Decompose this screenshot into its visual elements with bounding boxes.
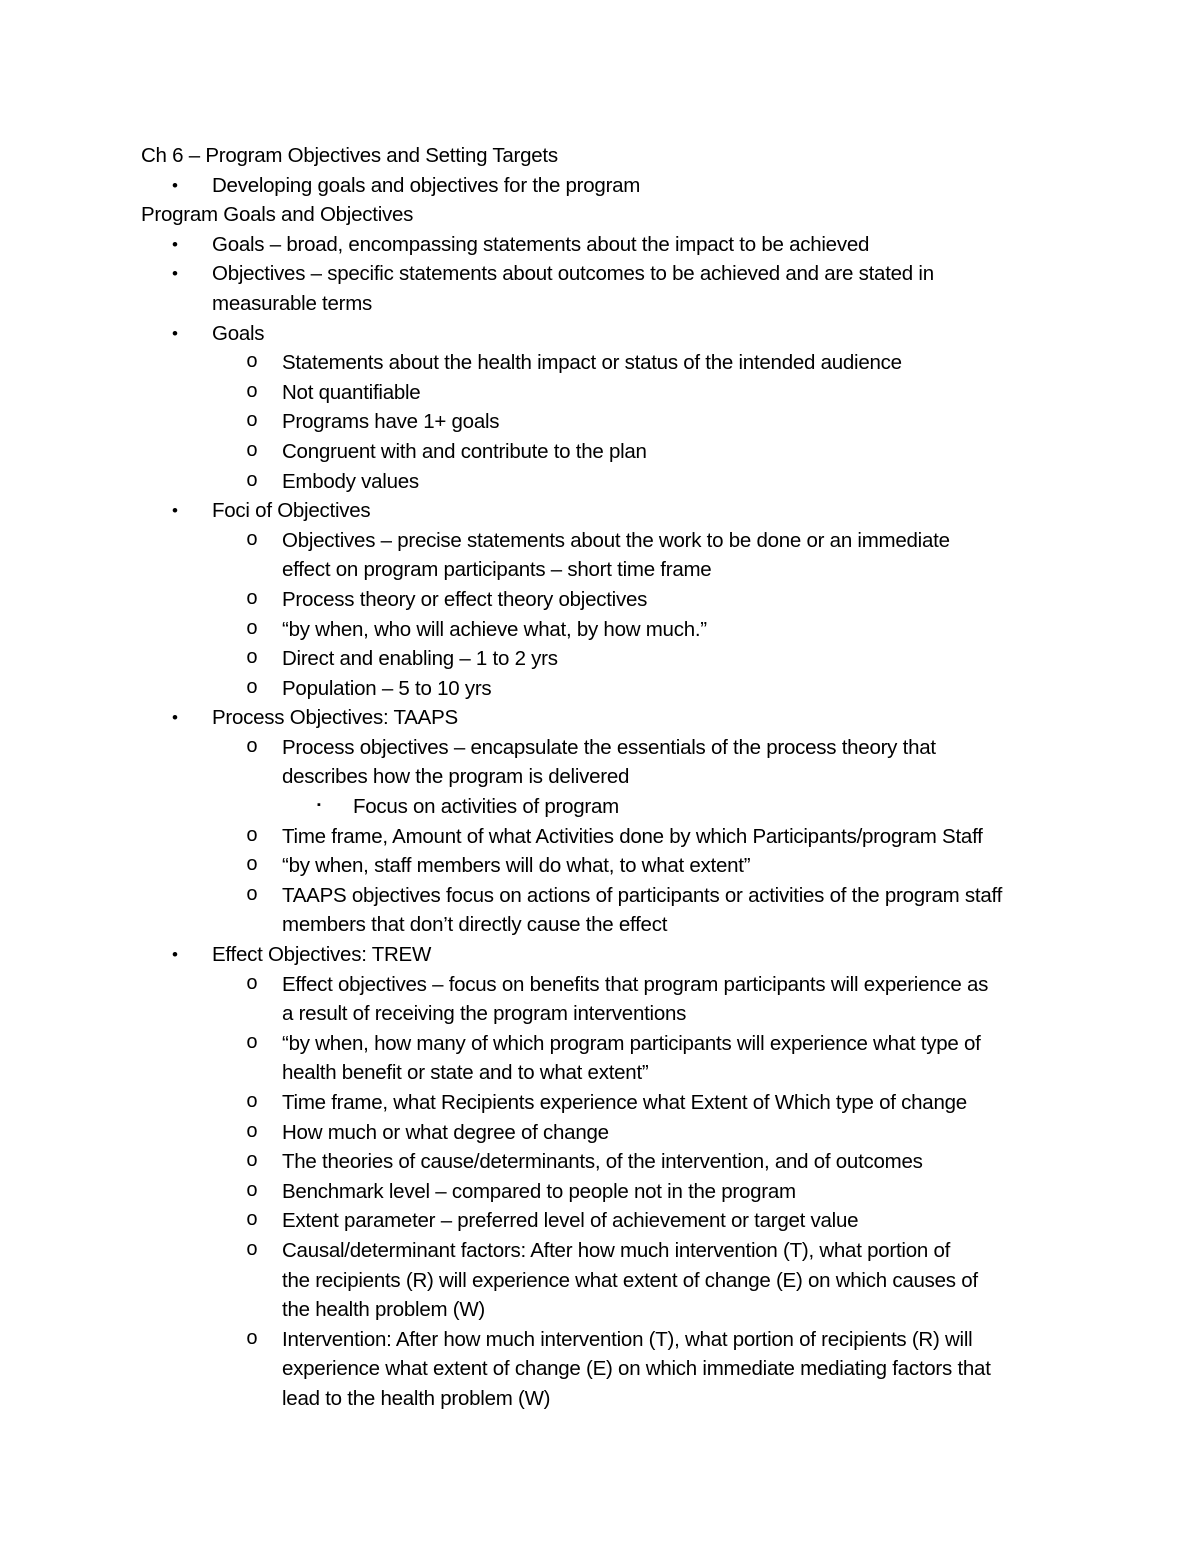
line-text: Program Goals and Objectives <box>141 203 414 227</box>
bullet-circle-icon: o <box>246 1150 258 1174</box>
line-text: Population – 5 to 10 yrs <box>282 676 492 700</box>
bullet-dot-icon: • <box>172 264 178 284</box>
bullet-circle-icon: o <box>246 439 258 463</box>
line-text: Time frame, what Recipients experience what Extent of Which type of change <box>282 1091 967 1114</box>
list-item <box>0 822 1200 852</box>
bullet-dot-icon: • <box>172 945 178 965</box>
list-item <box>0 1325 1200 1355</box>
list-item <box>0 585 1200 615</box>
bullet-dot-icon: • <box>172 708 178 728</box>
line-text: Goals <box>212 321 265 345</box>
line-text: Developing goals and objectives for the program <box>212 173 641 197</box>
list-item <box>0 881 1200 911</box>
line-text: “by when, staff members will do what, to what extent” <box>282 854 751 878</box>
list-item <box>0 259 1200 289</box>
bullet-dot-icon: • <box>172 175 178 195</box>
list-item-continuation <box>0 1266 1200 1296</box>
list-item <box>0 733 1200 763</box>
line-text: health benefit or state and to what extent” <box>282 1061 649 1085</box>
line-text: a result of receiving the program interventions <box>282 1002 687 1026</box>
list-item <box>0 1118 1200 1148</box>
list-item <box>0 496 1200 526</box>
line-text: Time frame, Amount of what Activities done by which Participants/program Staff <box>282 824 983 848</box>
list-item <box>0 171 1200 201</box>
line-text: “by when, how many of which program participants will experience what type of <box>282 1031 981 1055</box>
line-text: members that don’t directly cause the effect <box>282 913 668 937</box>
line-text: experience what extent of change (E) on which immediate mediating factors that <box>282 1357 991 1381</box>
bullet-circle-icon: o <box>246 1031 258 1055</box>
list-item <box>0 319 1200 349</box>
list-item <box>0 1088 1200 1118</box>
list-item-continuation <box>0 289 1200 319</box>
bullet-circle-icon: o <box>246 1238 258 1262</box>
bullet-circle-icon: o <box>246 617 258 641</box>
line-text: Focus on activities of program <box>353 795 619 819</box>
line-text: Effect objectives – focus on benefits that program participants will experience as <box>282 972 989 996</box>
line-text: Effect Objectives: TREW <box>212 943 432 967</box>
line-text: Causal/determinant factors: After how much intervention (T), what portion of <box>282 1238 951 1262</box>
bullet-circle-icon: o <box>246 972 258 996</box>
line-text: describes how the program is delivered <box>282 765 630 789</box>
line-text: TAAPS objectives focus on actions of participants or activities of the program staff <box>282 883 1003 907</box>
list-item <box>0 230 1200 260</box>
list-item-continuation <box>0 1354 1200 1384</box>
bullet-circle-icon: o <box>246 351 258 375</box>
list-item-continuation <box>0 555 1200 585</box>
line-text: Not quantifiable <box>282 380 421 404</box>
bullet-circle-icon: o <box>246 824 258 848</box>
line-text: Congruent with and contribute to the plan <box>282 439 647 463</box>
line-text: Embody values <box>282 469 419 493</box>
bullet-circle-icon: o <box>246 735 258 759</box>
bullet-circle-icon: o <box>246 1209 258 1233</box>
line-text: Direct and enabling – 1 to 2 yrs <box>282 647 558 671</box>
bullet-circle-icon: o <box>246 883 258 907</box>
bullet-dot-icon: • <box>172 323 178 343</box>
line-text: lead to the health problem (W) <box>282 1386 551 1410</box>
line-text: the health problem (W) <box>282 1298 486 1322</box>
list-item <box>0 348 1200 378</box>
list-item <box>0 467 1200 497</box>
line-text: Programs have 1+ goals <box>282 410 500 434</box>
bullet-circle-icon: o <box>246 528 258 552</box>
line-text: Foci of Objectives <box>212 499 371 523</box>
line-text: the recipients (R) will experience what extent of change (E) on which causes of <box>282 1268 978 1292</box>
list-item-continuation <box>0 762 1200 792</box>
list-item-continuation <box>0 1058 1200 1088</box>
bullet-dot-icon: • <box>172 234 178 254</box>
line-text: Process theory or effect theory objectives <box>282 587 648 611</box>
list-item <box>0 1206 1200 1236</box>
section-heading <box>0 200 1200 230</box>
bullet-dot-icon: • <box>172 501 178 521</box>
list-item <box>0 378 1200 408</box>
list-item-continuation <box>0 1295 1200 1325</box>
line-text: Objectives – precise statements about the work to be done or an immediate <box>282 528 950 552</box>
line-text: Intervention: After how much intervention (T), what portion of recipients (R) will <box>282 1327 973 1351</box>
bullet-square-icon: ▪ <box>317 799 321 812</box>
line-text: The theories of cause/determinants, of the intervention, and of outcomes <box>282 1150 923 1174</box>
bullet-circle-icon: o <box>246 1120 258 1144</box>
line-text: “by when, who will achieve what, by how much.” <box>282 617 707 641</box>
line-text: Statements about the health impact or status of the intended audience <box>282 351 902 375</box>
line-text: Extent parameter – preferred level of achievement or target value <box>282 1209 859 1233</box>
list-item <box>0 674 1200 704</box>
bullet-circle-icon: o <box>246 1091 258 1114</box>
bullet-circle-icon: o <box>246 380 258 404</box>
list-item <box>0 703 1200 733</box>
bullet-circle-icon: o <box>246 854 258 878</box>
list-item-continuation <box>0 1384 1200 1414</box>
list-item <box>0 851 1200 881</box>
list-item <box>0 1236 1200 1266</box>
bullet-circle-icon: o <box>246 469 258 493</box>
list-item <box>0 644 1200 674</box>
line-text: Goals – broad, encompassing statements about the impact to be achieved <box>212 232 870 256</box>
bullet-circle-icon: o <box>246 676 258 700</box>
list-item <box>0 970 1200 1000</box>
list-item <box>0 1029 1200 1059</box>
line-text: Benchmark level – compared to people not in the program <box>282 1179 796 1203</box>
line-text: Ch 6 – Program Objectives and Setting Targets <box>141 144 558 167</box>
list-item <box>0 1147 1200 1177</box>
list-item <box>0 940 1200 970</box>
list-item <box>0 526 1200 556</box>
list-item <box>0 792 1200 822</box>
section-heading <box>0 141 1200 171</box>
list-item <box>0 437 1200 467</box>
notes-outline <box>0 141 1200 1414</box>
line-text: How much or what degree of change <box>282 1120 609 1144</box>
list-item-continuation <box>0 999 1200 1029</box>
line-text: effect on program participants – short time frame <box>282 558 712 582</box>
list-item-continuation <box>0 910 1200 940</box>
bullet-circle-icon: o <box>246 410 258 434</box>
bullet-circle-icon: o <box>246 647 258 671</box>
line-text: Process objectives – encapsulate the essentials of the process theory that <box>282 735 936 759</box>
list-item <box>0 1177 1200 1207</box>
list-item <box>0 615 1200 645</box>
bullet-circle-icon: o <box>246 1179 258 1203</box>
bullet-circle-icon: o <box>246 587 258 611</box>
bullet-circle-icon: o <box>246 1327 258 1351</box>
line-text: Process Objectives: TAAPS <box>212 706 458 730</box>
list-item <box>0 407 1200 437</box>
line-text: measurable terms <box>212 291 373 315</box>
line-text: Objectives – specific statements about outcomes to be achieved and are stated in <box>212 262 934 286</box>
